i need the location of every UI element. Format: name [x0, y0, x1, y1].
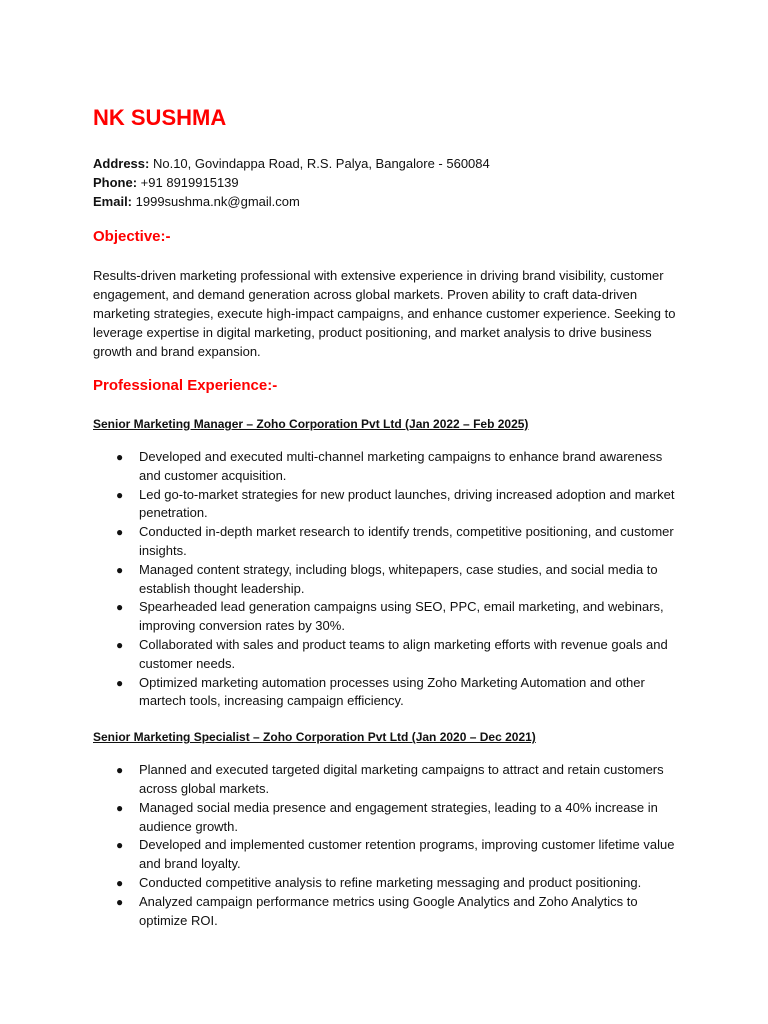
- bullet-item: [93, 674, 678, 712]
- bullet-item: [93, 836, 678, 874]
- bullet-item: [93, 874, 678, 893]
- bullet-item: [93, 523, 678, 561]
- objective-text: Results-driven marketing professional with extensive experience in driving brand visibility, customer engagement, and demand generation across global markets. Proven ability to craft data-driven marketing strategies, execute high-impact campaigns, and enhance customer experience. Seeking to leverage expertise in digital marketing, product positioning, and market analysis to drive business growth and brand expansion.: [93, 268, 676, 359]
- job-bullet-list: [93, 448, 678, 711]
- job-bullet-list: [93, 761, 678, 930]
- bullet-text: Developed and implemented customer retention programs, improving customer lifetime value and brand loyalty.: [139, 837, 675, 872]
- bullet-item: [93, 448, 678, 486]
- bullet-text: Collaborated with sales and product teams to align marketing efforts with revenue goals and customer needs.: [139, 636, 668, 671]
- bullet-dot-icon: ●: [116, 875, 124, 890]
- bullet-dot-icon: ●: [116, 637, 124, 652]
- bullet-text: Analyzed campaign performance metrics using Google Analytics and Zoho Analytics to optimize ROI.: [139, 893, 638, 928]
- bullet-item: [93, 636, 678, 674]
- bullet-dot-icon: ●: [116, 600, 124, 615]
- bullet-text: Developed and executed multi-channel marketing campaigns to enhance brand awareness and customer acquisition.: [139, 449, 663, 483]
- bullet-item: [93, 598, 678, 636]
- job-title: Senior Marketing Specialist – Zoho Corporation Pvt Ltd (Jan 2020 – Dec 2021): [93, 730, 536, 745]
- bullet-item: [93, 761, 678, 799]
- address-line: [93, 154, 678, 173]
- bullet-item: [93, 893, 678, 931]
- bullet-dot-icon: ●: [116, 525, 124, 540]
- bullet-dot-icon: ●: [116, 763, 124, 778]
- address-value: No.10, Govindappa Road, R.S. Palya, Bangalore - 560084: [149, 156, 490, 171]
- bullet-item: [93, 799, 678, 837]
- bullet-dot-icon: ●: [116, 487, 124, 502]
- job-title: Senior Marketing Manager – Zoho Corporation Pvt Ltd (Jan 2022 – Feb 2025): [93, 417, 529, 431]
- experience-heading: Professional Experience:-: [93, 377, 278, 394]
- bullet-item: [93, 561, 678, 599]
- address-label: Address:: [93, 156, 150, 171]
- bullet-text: Optimized marketing automation processes using Zoho Marketing Automation and other martech tools, increasing campaign efficiency.: [139, 674, 645, 709]
- bullet-dot-icon: ●: [116, 675, 124, 690]
- bullet-text: Planned and executed targeted digital marketing campaigns to attract and retain customers across global markets.: [139, 762, 664, 796]
- objective-heading: Objective:-: [93, 228, 171, 245]
- resume-content: [93, 104, 678, 930]
- bullet-text: Led go-to-market strategies for new product launches, driving increased adoption and market penetration.: [139, 486, 675, 521]
- phone-value: +91 8919915139: [137, 175, 239, 190]
- bullet-text: Managed content strategy, including blogs, whitepapers, case studies, and social media to establish thought leadership.: [139, 561, 658, 596]
- bullet-text: Conducted in-depth market research to identify trends, competitive positioning, and customer insights.: [139, 524, 674, 558]
- email-value: 1999sushma.nk@gmail.com: [132, 194, 300, 209]
- bullet-dot-icon: ●: [116, 894, 124, 909]
- phone-line: [93, 173, 678, 192]
- candidate-name: NK SUSHMA: [93, 105, 227, 130]
- bullet-dot-icon: ●: [116, 562, 124, 577]
- bullet-dot-icon: ●: [116, 450, 124, 464]
- bullet-dot-icon: ●: [116, 800, 124, 815]
- email-label: Email:: [93, 194, 133, 209]
- phone-label: Phone:: [93, 175, 138, 190]
- bullet-text: Spearheaded lead generation campaigns using SEO, PPC, email marketing, and webinars, improving conversion rates by 30%.: [139, 599, 664, 634]
- bullet-item: [93, 486, 678, 524]
- bullet-dot-icon: ●: [116, 838, 124, 853]
- email-line: [93, 192, 678, 211]
- bullet-text: Conducted competitive analysis to refine marketing messaging and product positioning.: [139, 874, 642, 890]
- bullet-text: Managed social media presence and engagement strategies, leading to a 40% increase in audience growth.: [139, 799, 658, 834]
